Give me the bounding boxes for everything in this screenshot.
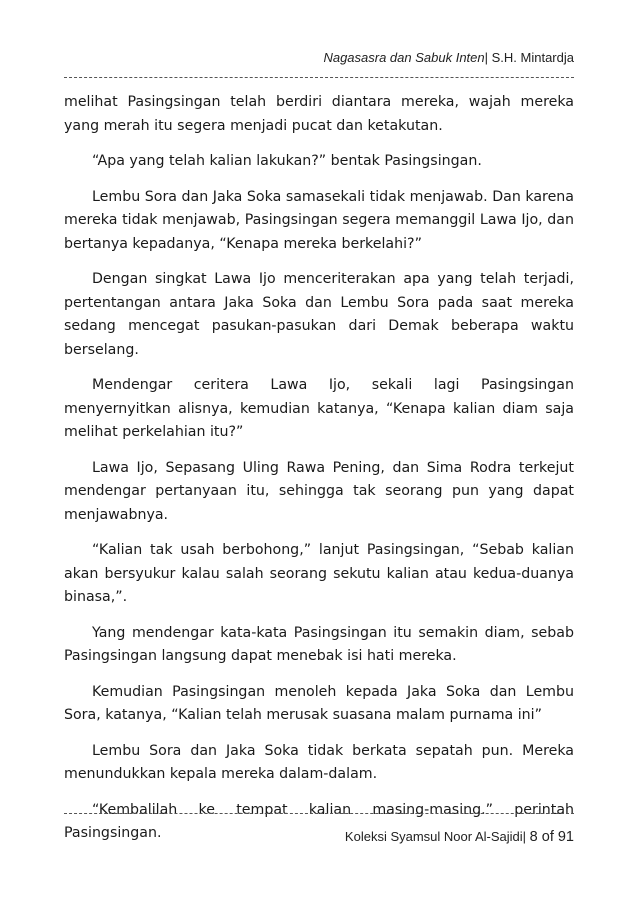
page-footer — [64, 829, 574, 845]
body-text — [64, 91, 574, 858]
paragraph: Dengan singkat Lawa Ijo menceriterakan apa yang telah terjadi, pertentangan antara Jaka Soka dan Lembu Sora pada saat mereka sedang mencegat pasukan-pasukan dari Demak beberapa waktu berselang. — [64, 271, 574, 358]
footer-divider — [64, 813, 574, 814]
header-separator: | — [484, 50, 492, 65]
paragraph: Lembu Sora dan Jaka Soka samasekali tidak menjawab. Dan karena mereka tidak menjawab, Pasingsingan segera memanggil Lawa Ijo, dan bertanya kepadanya, “Kenapa mereka berkelahi?” — [64, 188, 574, 252]
footer-collection: Koleksi Syamsul Noor Al-Sajidi — [344, 829, 523, 844]
header-divider — [64, 77, 574, 78]
paragraph: Lawa Ijo, Sepasang Uling Rawa Pening, dan Sima Rodra terkejut mendengar pertanyaan itu, sehingga tak seorang pun yang dapat menjawabnya. — [64, 459, 574, 523]
paragraph: melihat Pasingsingan telah berdiri diantara mereka, wajah mereka yang merah itu segera menjadi pucat dan ketakutan. — [64, 94, 574, 134]
paragraph: “Kalian tak usah berbohong,” lanjut Pasingsingan, “Sebab kalian akan bersyukur kalau salah seorang sekutu kalian atau kedua-duanya binasa,”. — [64, 542, 574, 605]
paragraph: Kemudian Pasingsingan menoleh kepada Jaka Soka dan Lembu Sora, katanya, “Kalian telah merusak suasana malam purnama ini” — [64, 683, 574, 723]
footer-separator: | — [522, 829, 530, 844]
paragraph: Mendengar ceritera Lawa Ijo, sekali lagi Pasingsingan menyernyitkan alisnya, kemudian katanya, “Kenapa kalian diam saja melihat perkelahian itu?” — [64, 377, 574, 440]
header-author: S.H. Mintardja — [491, 50, 574, 65]
header-book-title: Nagasasra dan Sabuk Inten — [323, 50, 485, 65]
paragraph: Lembu Sora dan Jaka Soka tidak berkata sepatah pun. Mereka menundukkan kepala mereka dalam-dalam. — [64, 742, 574, 782]
page-number: 8 of 91 — [529, 829, 574, 845]
paragraph: Yang mendengar kata-kata Pasingsingan itu semakin diam, sebab Pasingsingan langsung dapat menebak isi hati mereka. — [64, 624, 574, 664]
page-header — [64, 50, 574, 66]
paragraph: “Apa yang telah kalian lakukan?” bentak Pasingsingan. — [92, 153, 482, 169]
paragraph: “Kembalilah ke tempat kalian masing-masing.” perintah Pasingsingan. — [64, 801, 574, 841]
